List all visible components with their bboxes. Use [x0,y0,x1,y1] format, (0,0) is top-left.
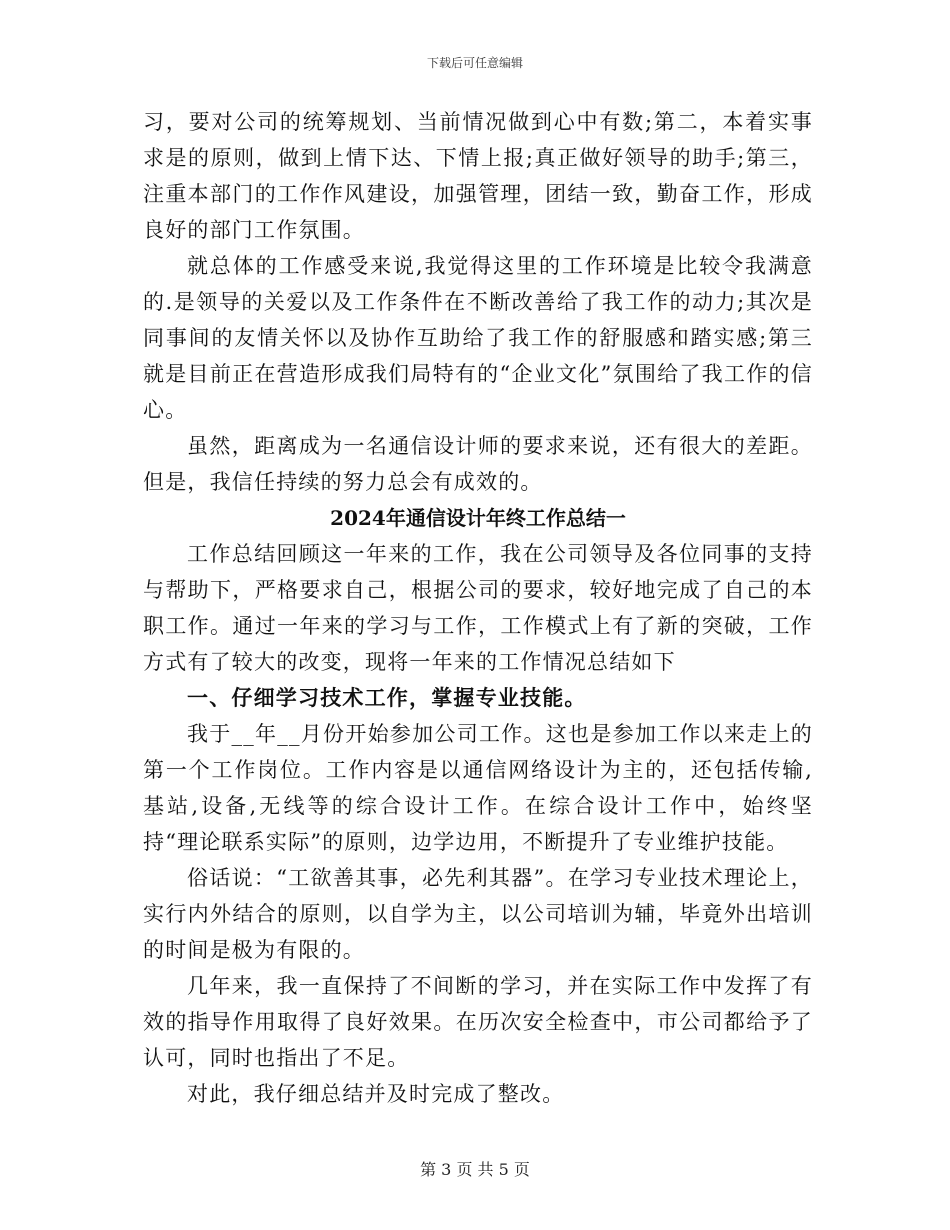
paragraph-continuous-learning: 几年来，我一直保持了不间断的学习，并在实际工作中发挥了有效的指导作用取得了良好效果。在历次安全检查中，市公司都给予了认可，同时也指出了不足。 [143,974,813,1070]
section-title: 2024年通信设计年终工作总结一 [330,506,626,530]
paragraph-continuation: 习，要对公司的统筹规划、当前情况做到心中有数;第二，本着实事求是的原则，做到上情下达、下情上报;真正做好领导的助手;第三，注重本部门的工作作风建设，加强管理，团结一致，勤奋工作，形成良好的部门工作氛围。 [143,110,813,242]
paragraph-intro: 工作总结回顾这一年来的工作，我在公司领导及各位同事的支持与帮助下，严格要求自己，根据公司的要求，较好地完成了自己的本职工作。通过一年来的学习与工作，工作模式上有了新的突破，工作方式有了较大的改变，现将一年来的工作情况总结如下 [143,542,813,674]
paragraph-gap: 虽然，距离成为一名通信设计师的要求来说，还有很大的差距。但是，我信任持续的努力总会有成效的。 [143,434,813,494]
subheading-one: 一、仔细学习技术工作，掌握专业技能。 [187,685,587,710]
paragraph-work-feeling: 就总体的工作感受来说,我觉得这里的工作环境是比较令我满意的.是领导的关爱以及工作条件在不断改善给了我工作的动力;其次是同事间的友情关怀以及协作互助给了我工作的舒服感和踏实感;第三就是目前正在营造形成我们局特有的“企业文化”氛围给了我工作的信心。 [143,254,813,422]
page-number: 第 3 页 共 5 页 [420,1160,530,1179]
paragraph-rectification: 对此，我仔细总结并及时完成了整改。 [187,1082,565,1106]
page-header-note: 下载后可任意编辑 [426,56,523,70]
document-body [143,104,813,1112]
paragraph-proverb: 俗话说：“工欲善其事，必先利其器”。在学习专业技术理论上，实行内外结合的原则，以自学为主，以公司培训为辅，毕竟外出培训的时间是极为有限的。 [143,866,813,962]
paragraph-start-work: 我于__年__月份开始参加公司工作。这也是参加工作以来走上的第一个工作岗位。工作内容是以通信网络设计为主的，还包括传输,基站,设备,无线等的综合设计工作。在综合设计工作中，始终坚持“理论联系实际”的原则，边学边用，不断提升了专业维护技能。 [143,722,813,854]
